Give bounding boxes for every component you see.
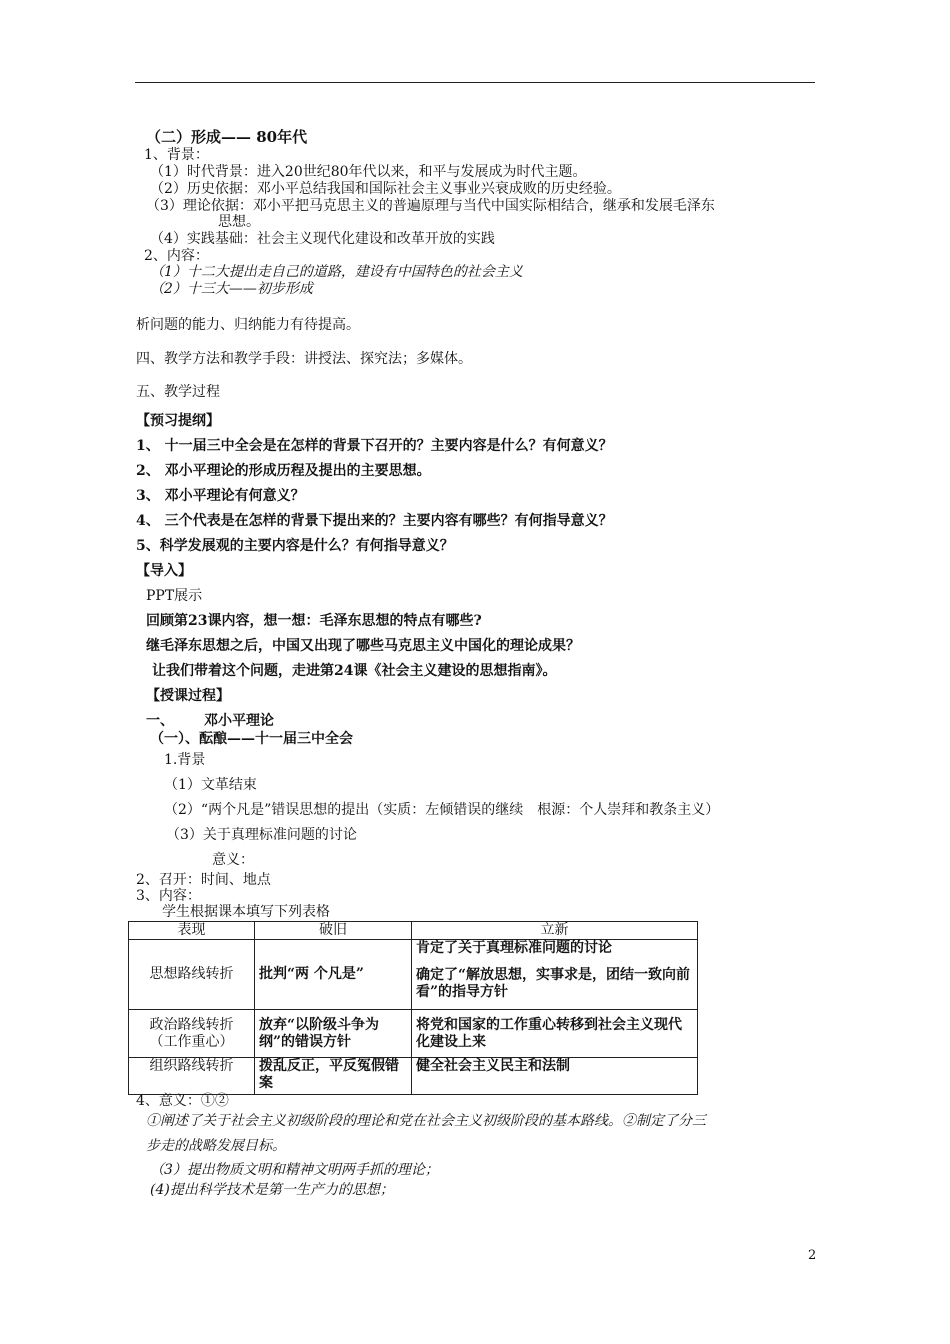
intro-line-1: PPT展示	[146, 588, 203, 604]
table-cell: 拨乱反正，平反冤假错案	[255, 1058, 412, 1095]
table-row	[129, 1010, 698, 1058]
table-cell: 批判“两 个凡是”	[255, 940, 412, 1010]
table-cell-line: 肯定了关于真理标准问题的讨论	[416, 940, 612, 956]
background-label: 1、背景：	[144, 147, 209, 163]
significance-line-2: 步走的战略发展目标。	[146, 1138, 286, 1154]
table-header-row	[129, 922, 698, 940]
ability-paragraph: 析问题的能力、归纳能力有待提高。	[136, 317, 360, 333]
significance-label: 4、意义：①②	[136, 1093, 229, 1109]
table-cell: 组织路线转折	[129, 1058, 255, 1095]
table-cell: 健全社会主义民主和法制	[412, 1058, 698, 1095]
preview-question-4: 4、 三个代表是在怎样的背景下提出来的？主要内容有哪些？有何指导意义？	[136, 513, 613, 529]
background-item-4: （4）实践基础：社会主义现代化建设和改革开放的实践	[150, 231, 495, 247]
teaching-meaning: 意义：	[212, 852, 254, 868]
table-cell-line: 政治路线转折	[149, 1016, 234, 1033]
teaching-section-3: 3、内容：	[136, 888, 201, 904]
teaching-background-1: （1）文革结束	[164, 777, 257, 793]
teaching-h1-number: 一、	[146, 713, 174, 729]
table-row	[129, 940, 698, 1010]
teaching-title: 【授课过程】	[146, 688, 230, 704]
teaching-background-3: （3）关于真理标准问题的讨论	[166, 827, 357, 843]
significance-line-3: （3）提出物质文明和精神文明两手抓的理论；	[150, 1162, 439, 1178]
preview-question-2: 2、 邓小平理论的形成历程及提出的主要思想。	[136, 463, 431, 479]
transition-table	[128, 921, 698, 1095]
teaching-background-label: 1.背景	[164, 752, 206, 768]
table-cell: 将党和国家的工作重心转移到社会主义现代化建设上来	[412, 1010, 698, 1058]
table-cell: 思想路线转折	[129, 940, 255, 1010]
content-item-1: （1）十二大提出走自己的道路，建设有中国特色的社会主义	[150, 264, 523, 280]
teaching-section-2: 2、召开：时间、地点	[136, 872, 271, 888]
header-rule	[135, 82, 815, 83]
table-cell-line: 确定了“解放思想，实事求是，团结一致向前看”的指导方针	[416, 967, 691, 1000]
background-item-3: （3）理论依据：邓小平把马克思主义的普遍原理与当代中国实际相结合，继承和发展毛泽东	[146, 198, 715, 214]
table-row	[129, 1058, 698, 1095]
content-label: 2、内容：	[144, 248, 209, 264]
preview-question-5: 5、科学发展观的主要内容是什么？有何指导意义？	[136, 538, 454, 554]
preview-title: 【预习提纲】	[136, 413, 220, 429]
preview-question-1: 1、 十一届三中全会是在怎样的背景下召开的？主要内容是什么？有何意义？	[136, 438, 613, 454]
background-item-2: （2）历史依据：邓小平总结我国和国际社会主义事业兴衰成败的历史经验。	[150, 181, 621, 197]
intro-line-4: 让我们带着这个问题，走进第24课《社会主义建设的思想指南》。	[152, 663, 557, 679]
background-item-3-cont: 思想。	[218, 214, 260, 230]
content-item-2: （2）十三大——初步形成	[150, 281, 313, 297]
table-cell-line: （工作重心）	[149, 1033, 234, 1050]
table-cell	[412, 940, 698, 1010]
table-cell	[129, 1010, 255, 1058]
process-heading: 五、教学过程	[136, 384, 220, 400]
teaching-h2: （一）、酝酿——十一届三中全会	[150, 731, 353, 747]
intro-line-3: 继毛泽东思想之后，中国又出现了哪些马克思主义中国化的理论成果？	[146, 638, 580, 654]
intro-line-2: 回顾第23课内容，想一想：毛泽东思想的特点有哪些?	[146, 613, 482, 629]
table-header-cell: 破旧	[255, 922, 412, 940]
teaching-h1-text: 邓小平理论	[204, 713, 274, 729]
preview-question-3: 3、 邓小平理论有何意义？	[136, 488, 305, 504]
method-paragraph: 四、教学方法和教学手段：讲授法、探究法；多媒体。	[136, 351, 472, 367]
table-cell: 放弃“以阶级斗争为纲”的错误方针	[255, 1010, 412, 1058]
teaching-background-2: （2）“两个凡是”错误思想的提出（实质：左倾错误的继续 根源：个人崇拜和教条主义）	[164, 802, 720, 818]
teaching-fill-instruction: 学生根据课本填写下列表格	[162, 904, 330, 920]
significance-line-1: ①阐述了关于社会主义初级阶段的理论和党在社会主义初级阶段的基本路线。②制定了分三	[146, 1113, 706, 1129]
intro-title: 【导入】	[136, 563, 192, 579]
table-header-cell: 表现	[129, 922, 255, 940]
significance-line-4: (4)提出科学技术是第一生产力的思想；	[150, 1182, 394, 1198]
page-number: 2	[808, 1248, 817, 1263]
table-header-cell: 立新	[412, 922, 698, 940]
background-item-1: （1）时代背景：进入20世纪80年代以来，和平与发展成为时代主题。	[150, 164, 587, 180]
section-heading: （二）形成—— 80年代	[146, 128, 308, 146]
